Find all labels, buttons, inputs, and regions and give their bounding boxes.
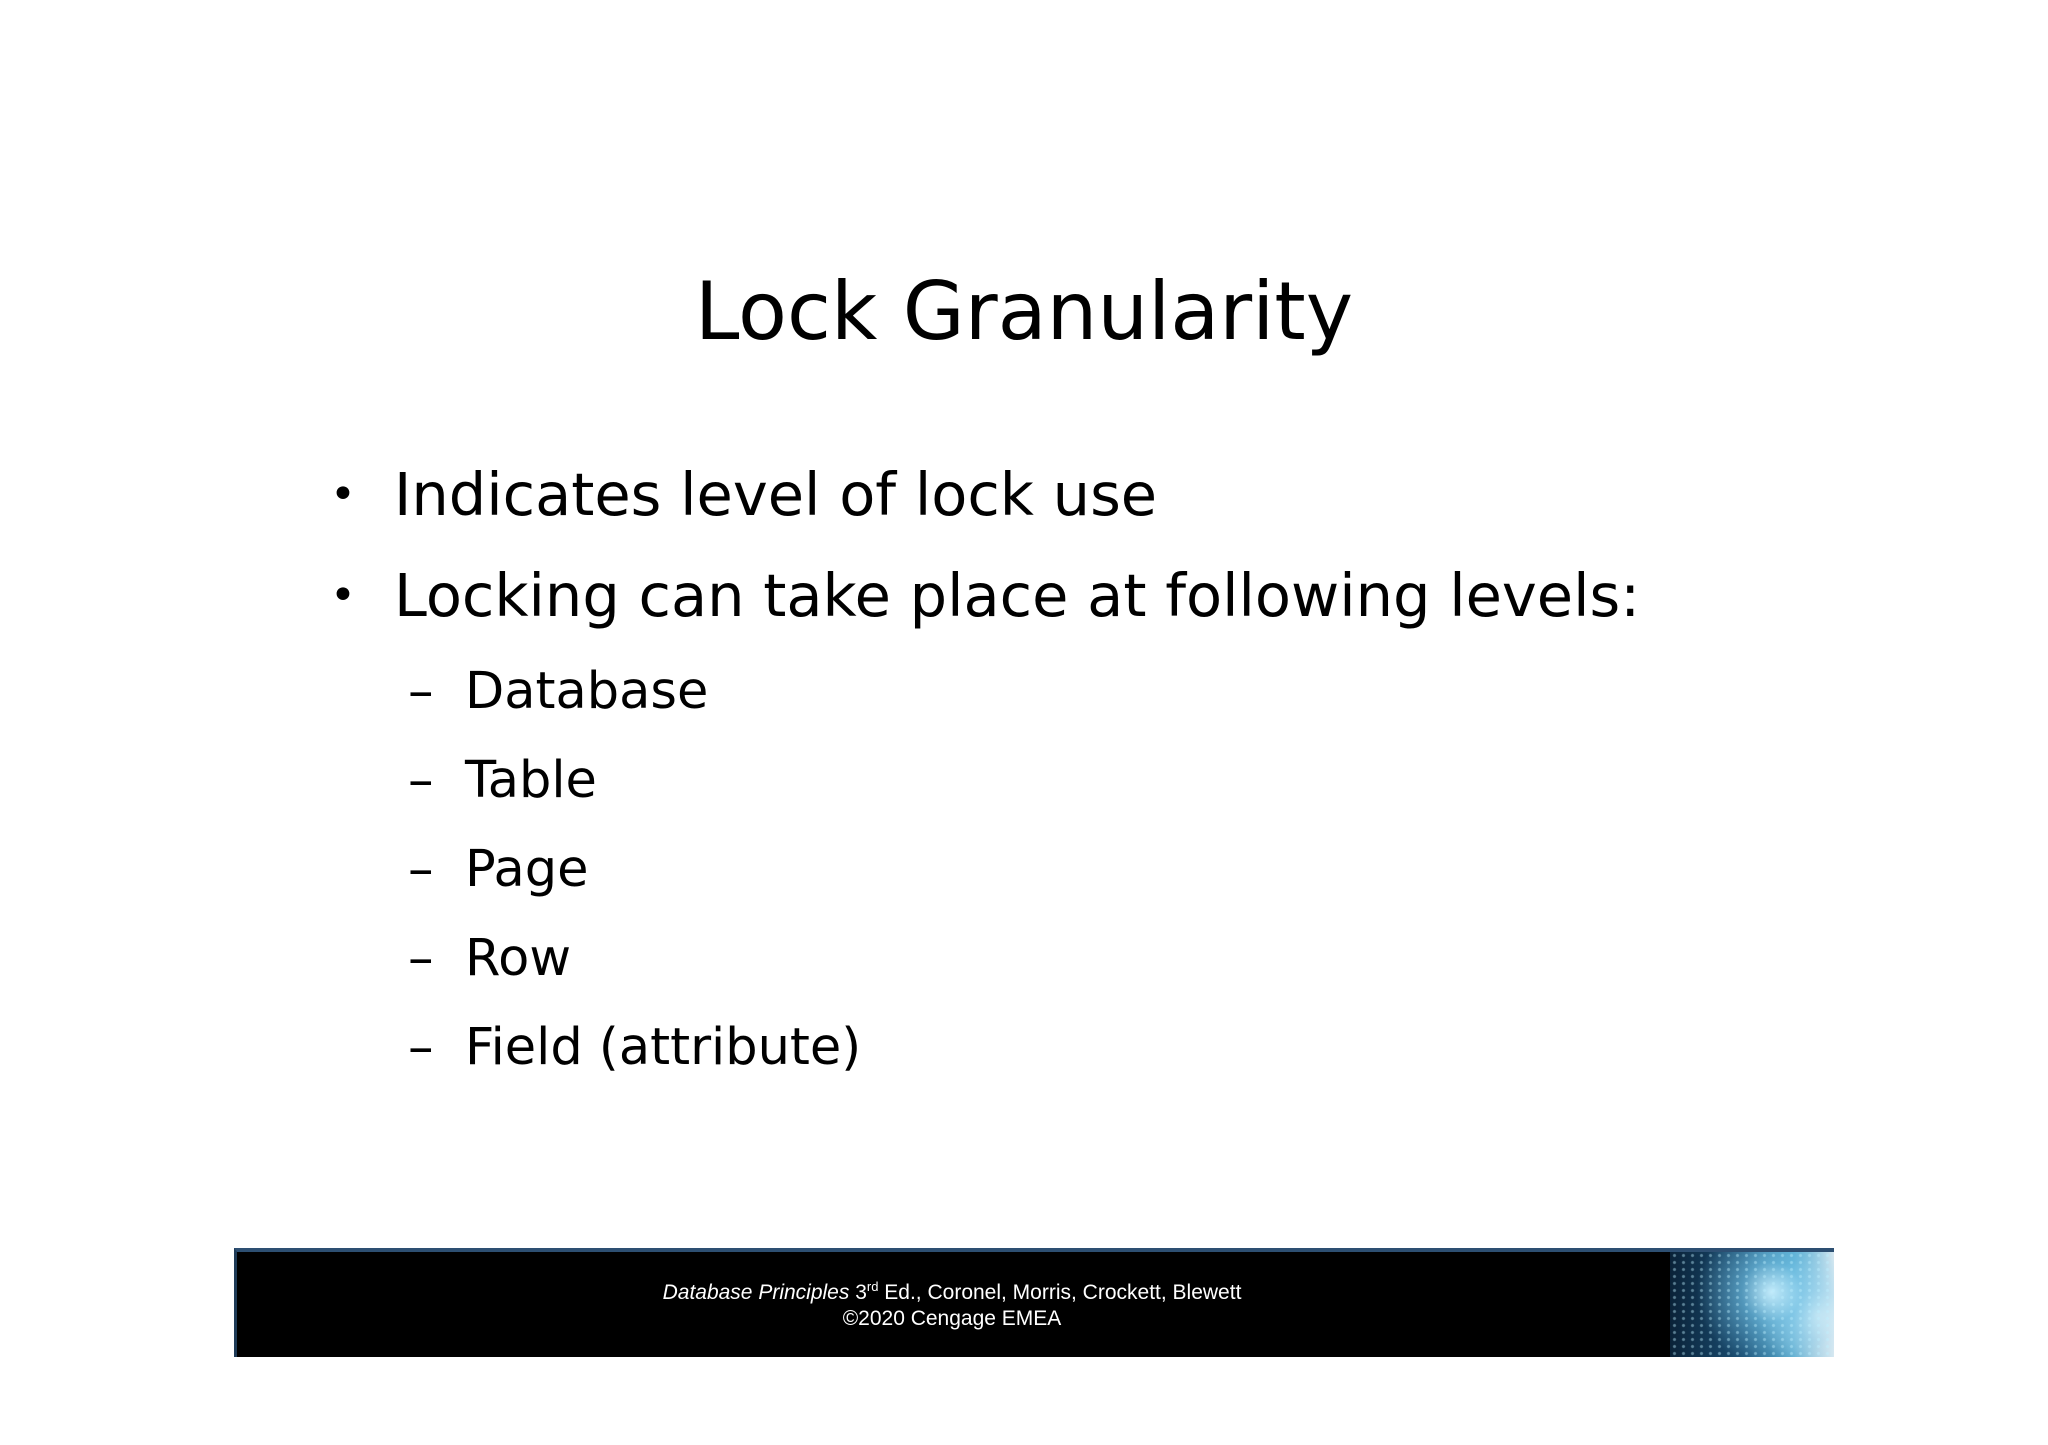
sub-text: Row <box>465 929 572 988</box>
bullet-item <box>330 458 1640 559</box>
bullet-list <box>330 458 1640 1105</box>
footer-book-title: Database Principles <box>662 1281 850 1304</box>
sub-marker: – <box>408 751 434 810</box>
sub-item-row <box>330 927 1640 1016</box>
bullet-item <box>330 559 1640 660</box>
sub-marker: – <box>408 662 434 721</box>
sub-item-table <box>330 749 1640 838</box>
sub-text: Database <box>465 662 709 721</box>
sub-marker: – <box>408 1018 434 1077</box>
slide-title: Lock Granularity <box>694 265 1354 358</box>
footer-copyright: ©2020 Cengage EMEA <box>842 1307 1062 1330</box>
footer-authors: Ed., Coronel, Morris, Crockett, Blewett <box>878 1281 1242 1304</box>
sub-marker: – <box>408 929 434 988</box>
footer-decorative-image <box>1670 1252 1834 1357</box>
sub-list-container <box>330 660 1640 1105</box>
sub-list <box>330 660 1640 1105</box>
bullet-text: Locking can take place at following levels: <box>394 561 1641 630</box>
footer-edition-suffix: rd <box>866 1279 879 1294</box>
footer-bar <box>234 1248 1834 1357</box>
sub-item-database <box>330 660 1640 749</box>
sub-item-page <box>330 838 1640 927</box>
sub-item-field <box>330 1016 1640 1105</box>
sub-marker: – <box>408 840 434 899</box>
bullet-marker: • <box>330 570 356 621</box>
sub-text: Table <box>465 751 597 810</box>
sub-text: Page <box>465 840 589 899</box>
bullet-marker: • <box>330 469 356 520</box>
footer-edition-number: 3 <box>855 1281 867 1304</box>
sub-text: Field (attribute) <box>465 1018 862 1077</box>
footer-citation <box>237 1280 1667 1306</box>
bullet-text: Indicates level of lock use <box>394 460 1158 529</box>
footer-text <box>237 1280 1667 1332</box>
